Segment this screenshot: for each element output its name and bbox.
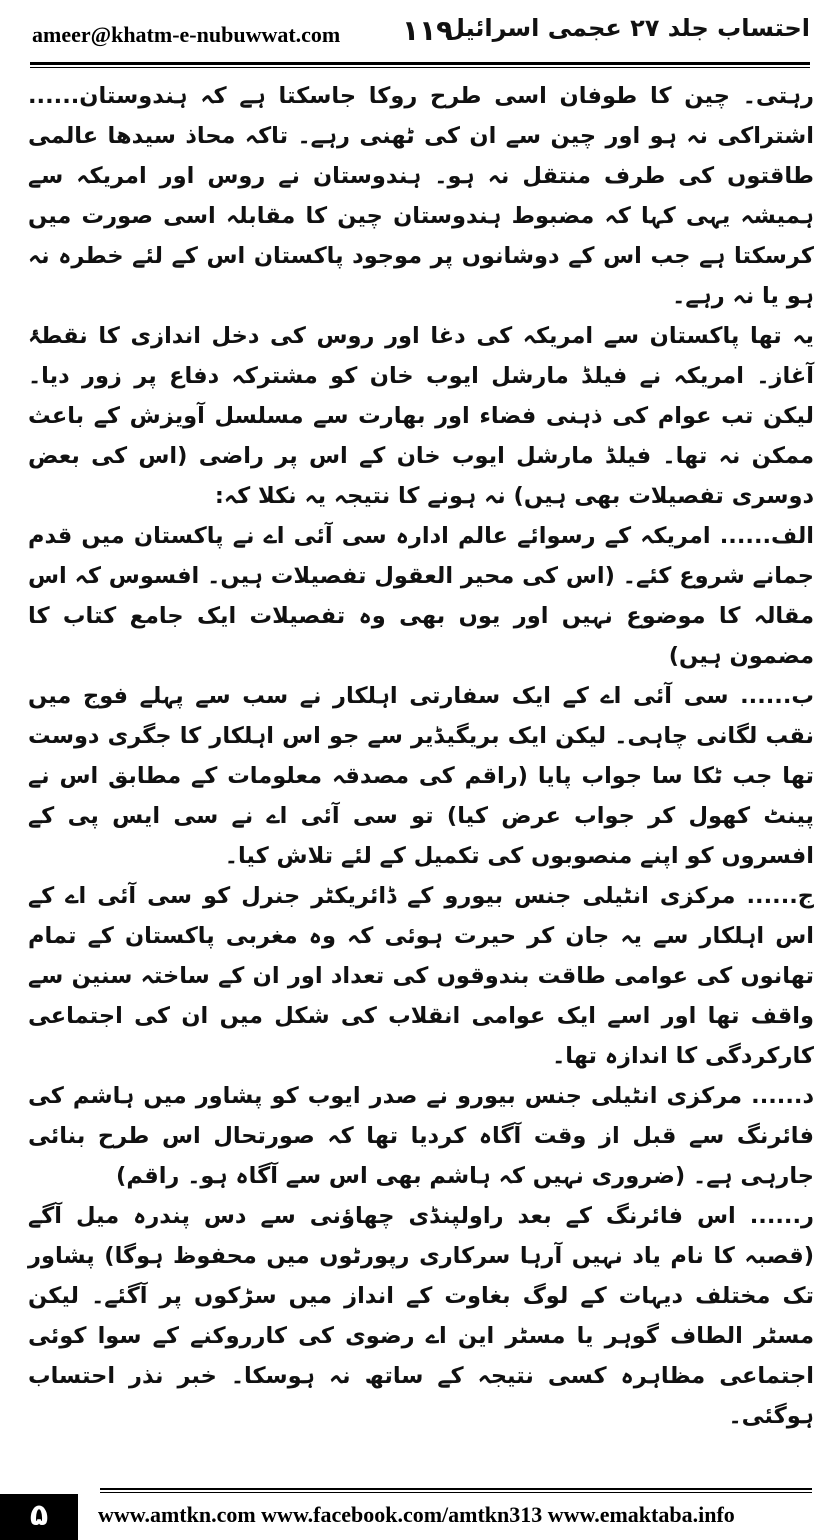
item-label: الف...... xyxy=(719,523,814,549)
page-body xyxy=(28,76,814,1436)
list-item xyxy=(28,1076,814,1196)
item-label: ر...... xyxy=(749,1203,814,1229)
list-item xyxy=(28,1196,814,1436)
footer-rule-thin xyxy=(100,1492,812,1493)
footer-links[interactable]: www.amtkn.com www.facebook.com/amtkn313 www.emaktaba.info xyxy=(98,1502,735,1527)
paragraph: یہ تھا پاکستان سے امریکہ کی دغا اور روس کی دخل اندازی کا نقطۂ آغاز۔ امریکہ نے فیلڈ مارشل ایوب خان کو مشترکہ دفاع پر زور دیا۔ لیکن تب عوام کی ذہنی فضاء اور بھارت سے مسلسل آویزش کے باعث ممکن نہ تھا۔ فیلڈ مارشل ایوب خان کے اس پر راضی (اس کی بعض دوسری تفصیلات بھی ہیں) نہ ہونے کا نتیجہ یہ نکلا کہ: xyxy=(28,323,814,509)
header-rule-thin xyxy=(30,67,810,68)
list-item xyxy=(28,516,814,676)
item-label: ج...... xyxy=(746,883,814,909)
list-item xyxy=(28,876,814,1076)
item-text: مرکزی انٹیلی جنس بیورو نے صدر ایوب کو پشاور میں ہاشم کی فائرنگ سے قبل از وقت آگاہ کردیا تھا کہ صورتحال اس طرح بنائی جارہی ہے۔ (ضروری نہیں کہ ہاشم بھی اس سے آگاہ ہو۔ راقم) xyxy=(28,1083,814,1189)
running-title: احتساب جلد ۲۷ عجمی اسرائیل xyxy=(444,14,810,42)
item-text: اس فائرنگ کے بعد راولپنڈی چھاؤنی سے دس پندرہ میل آگے (قصبہ کا نام یاد نہیں آرہا سرکاری رپورٹوں میں محفوظ ہوگا) پشاور تک مختلف دیہات کے لوگ بغاوت کے انداز میں سڑکوں پر آگئے۔ لیکن مسٹر الطاف گوہر یا مسٹر این اے رضوی کی کارروکنے کے سوا کوئی اجتماعی مظاہرہ کسی نتیجہ کے ساتھ نہ ہوسکا۔ خبر نذر احتساب ہوگئی۔ xyxy=(28,1203,814,1429)
page-number: ۱۱۹ xyxy=(402,14,454,47)
header-email[interactable]: ameer@khatm-e-nubuwwat.com xyxy=(32,22,341,47)
header-rule xyxy=(30,62,810,65)
list-item xyxy=(28,676,814,876)
page-footer xyxy=(0,1484,840,1540)
item-label: د...... xyxy=(751,1083,814,1109)
item-text: مرکزی انٹیلی جنس بیورو کے ڈائریکٹر جنرل کو سی آئی اے کے اس اہلکار سے یہ جان کر حیرت ہوئی کہ وہ مغربی پاکستان کے تمام تھانوں کی عوامی طاقت بندوقوں کی تعداد اور ان کے ساختہ سنین سے واقف تھا اور اسے ایک عوامی انقلاب کی شکل میں ان کی اجتماعی کارکردگی کا اندازہ تھا۔ xyxy=(28,883,814,1069)
footer-rule xyxy=(100,1488,812,1490)
footer-number-box: ۵ xyxy=(0,1494,78,1540)
item-text: امریکہ کے رسوائے عالم ادارہ سی آئی اے نے پاکستان میں قدم جمانے شروع کئے۔ (اس کی محیر العقول تفصیلات ہیں۔ افسوس کہ اس مقالہ کا موضوع نہیں اور یوں بھی وہ تفصیلات ایک جامع کتاب کا مضمون ہیں) xyxy=(28,523,814,669)
page-header xyxy=(0,0,840,62)
paragraph: رہتی۔ چین کا طوفان اسی طرح روکا جاسکتا ہے کہ ہندوستان...... اشتراکی نہ ہو اور چین سے ان کی ٹھنی رہے۔ تاکہ محاذ سیدھا عالمی طاقتوں کی طرف منتقل نہ ہو۔ ہندوستان نے روس اور امریکہ سے ہمیشہ یہی کہا کہ مضبوط ہندوستان چین کا مقابلہ اسی صورت میں کرسکتا ہے جب اس کے دوشانوں پر موجود پاکستان اس کے لئے خطرہ نہ ہو یا نہ رہے۔ xyxy=(28,83,814,309)
item-label: ب...... xyxy=(740,683,814,709)
item-text: سی آئی اے کے ایک سفارتی اہلکار نے سب سے پہلے فوج میں نقب لگانی چاہی۔ لیکن ایک بریگیڈیر سے جو اس اہلکار کا جگری دوست تھا جب ٹکا سا جواب پایا (راقم کی مصدقہ معلومات کے مطابق اس نے پینٹ کھول کر جواب عرض کیا) تو سی آئی اے نے سی ایس پی کے افسروں کو اپنے منصوبوں کی تکمیل کے لئے تلاش کیا۔ xyxy=(28,683,814,869)
